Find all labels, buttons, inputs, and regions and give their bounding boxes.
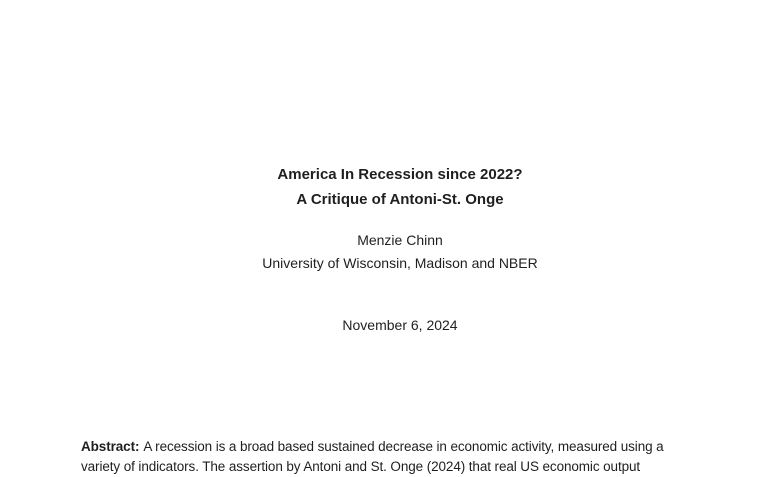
abstract-line-1 bbox=[81, 437, 726, 457]
author-affiliation: University of Wisconsin, Madison and NBER bbox=[262, 255, 538, 271]
date-line: November 6, 2024 bbox=[342, 317, 458, 333]
title-line-1: America In Recession since 2022? bbox=[277, 166, 523, 183]
author-name: Menzie Chinn bbox=[357, 232, 443, 248]
abstract-label: Abstract: bbox=[81, 439, 140, 454]
abstract bbox=[81, 437, 726, 477]
title-line-2: A Critique of Antoni-St. Onge bbox=[296, 191, 504, 208]
abstract-text-1: A recession is a broad based sustained decrease in economic activity, measured using a bbox=[143, 439, 664, 454]
author-block bbox=[81, 229, 719, 275]
abstract-line-2: variety of indicators. The assertion by Antoni and St. Onge (2024) that real US economic output bbox=[81, 459, 641, 474]
paper-title bbox=[81, 162, 719, 212]
